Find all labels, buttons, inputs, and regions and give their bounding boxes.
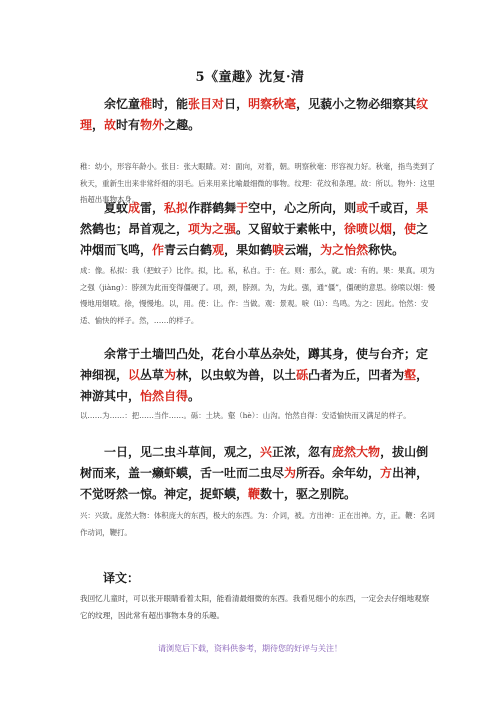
highlighted-word: 明察秋毫	[248, 97, 297, 111]
text-run: 夏蚊	[104, 201, 129, 215]
highlighted-word: 鞭	[248, 487, 261, 501]
translation-heading: 译文：	[103, 571, 140, 585]
text-run: 余常于土墙凹凸处，花台小草丛杂处，蹲其身，使与台齐；定神细视，	[80, 347, 429, 382]
highlighted-word: 于	[236, 201, 249, 215]
text-run: 所吞。余年幼，	[296, 466, 381, 480]
highlighted-word: 使	[404, 222, 417, 236]
highlighted-word: 物外	[140, 118, 165, 132]
text-run: ，见藐小之物必细察其	[296, 97, 417, 111]
text-run: ，	[92, 118, 105, 132]
highlighted-word: 徐喷以烟	[344, 222, 393, 236]
highlighted-word: 作	[152, 243, 165, 257]
highlighted-word: 纹理	[80, 97, 429, 132]
text-run: 青云白鹤	[164, 243, 213, 257]
text-run: 雷，	[140, 201, 165, 215]
text-run: 正浓，忽有	[272, 445, 333, 459]
paragraph-1-text	[80, 94, 436, 136]
text-run: 千或百，	[368, 201, 417, 215]
text-run: 余忆童	[104, 97, 141, 111]
highlighted-word: 兴	[260, 445, 273, 459]
text-run: 之趣。	[164, 118, 201, 132]
text-run: ，神游其中，	[80, 368, 429, 403]
highlighted-word: 以	[128, 368, 141, 382]
paragraph-3-note: 以……为……：把……当作……。砾：土块。壑（hè）：山沟。怡然自得：安适愉快而又满足的样子。	[80, 411, 411, 420]
highlighted-word: 庞然大物	[332, 445, 381, 459]
text-run: 一日，见二虫斗草间，观之，	[104, 445, 261, 459]
text-run: 云端，	[284, 243, 321, 257]
text-run: 丛草	[140, 368, 165, 382]
highlighted-word: 为	[284, 466, 297, 480]
text-run: 时有	[116, 118, 141, 132]
highlighted-word: 砾	[296, 368, 309, 382]
footer-note: 请浏览后下载，资料供参考，期待您的好评与关注！	[158, 644, 342, 653]
text-run: 林，以虫蚁为兽，以土	[176, 368, 297, 382]
text-run: 数十，驱之别院。	[260, 487, 357, 501]
text-run: 。	[188, 389, 201, 403]
highlighted-word: 观	[212, 243, 225, 257]
text-run: 称快。	[368, 243, 405, 257]
highlighted-word: 张目对	[188, 97, 225, 111]
text-run: 之冲烟而飞鸣，	[80, 222, 429, 257]
highlighted-word: 故	[104, 118, 117, 132]
highlighted-word: 成	[128, 201, 141, 215]
text-run: 然鹤也；昂首观之，	[80, 222, 189, 236]
highlighted-word: 项为之强	[188, 222, 237, 236]
translation-text: 我回忆儿童时，可以张开眼睛看着太阳，能看清最细微的东西。我看见细小的东西，一定会去仔细地观察它的纹理，因此常有超出事物本身的乐趣。	[80, 594, 430, 620]
text-run: 凸者为丘，凹者为	[308, 368, 405, 382]
paragraph-1-note: 稚：幼小，形容年龄小。张目：张大眼睛。对：面向，对着，朝。明察秋毫：形容视力好。秋毫，指鸟类到了秋天，重新生出来非常纤细的羽毛。后来用来比喻最细微的事物。纹理：花纹和条理。故：所以。物外：这里指超出事物本身。	[80, 162, 435, 204]
text-run: 出神，不觉呀然一惊。神定，捉虾蟆，	[80, 466, 429, 501]
text-run: 时，能	[152, 97, 189, 111]
highlighted-word: 或	[356, 201, 369, 215]
paragraph-2-text	[80, 198, 436, 261]
text-run: 空中，心之所向，则	[248, 201, 357, 215]
highlighted-word: 为之怡然	[320, 243, 369, 257]
highlighted-word: 怡然自得	[140, 389, 189, 403]
text-run: 日，	[224, 97, 249, 111]
highlighted-word: 果	[416, 201, 429, 215]
text-run: 作群鹤舞	[188, 201, 237, 215]
highlighted-word: 壑	[404, 368, 417, 382]
highlighted-word: 稚	[140, 97, 153, 111]
highlighted-word: 唳	[272, 243, 285, 257]
paragraph-4-text	[80, 442, 436, 505]
text-run: ，果如鹤	[224, 243, 273, 257]
text-run: ，拔山倒树而来，盖一癞虾蟆，舌一吐而二虫尽	[80, 445, 429, 480]
highlighted-word: 私拟	[164, 201, 189, 215]
text-run: 。又留蚊于素帐中，	[236, 222, 345, 236]
paragraph-2-note: 成：像。私拟：我（把蚊子）比作。拟，比。私，私自。于：在。则：那么，就。或：有的。果：果真。项为之强（jiàng）：脖颈为此而变得僵硬了。项，颈，脖颈。为，为此。强，通“僵”，僵硬的意思。徐喷以烟：慢慢地用烟喷。徐，慢慢地。以，用。使：让。作：当做。观：景观。唳（lì）：鸟鸣。为之：因此。怡然：安适、愉快的样子。然，……的样子。	[80, 266, 435, 325]
page-title: 5《童趣》沈复·清	[195, 70, 305, 85]
highlighted-word: 为	[164, 368, 177, 382]
paragraph-4-note: 兴：兴致。庞然大物：体积庞大的东西，极大的东西。为：介词，被。方出神：正在出神。方，正。鞭：名词作动词，鞭打。	[80, 511, 435, 537]
text-run: ，	[392, 222, 405, 236]
paragraph-3-text	[80, 344, 436, 407]
highlighted-word: 方	[380, 466, 393, 480]
